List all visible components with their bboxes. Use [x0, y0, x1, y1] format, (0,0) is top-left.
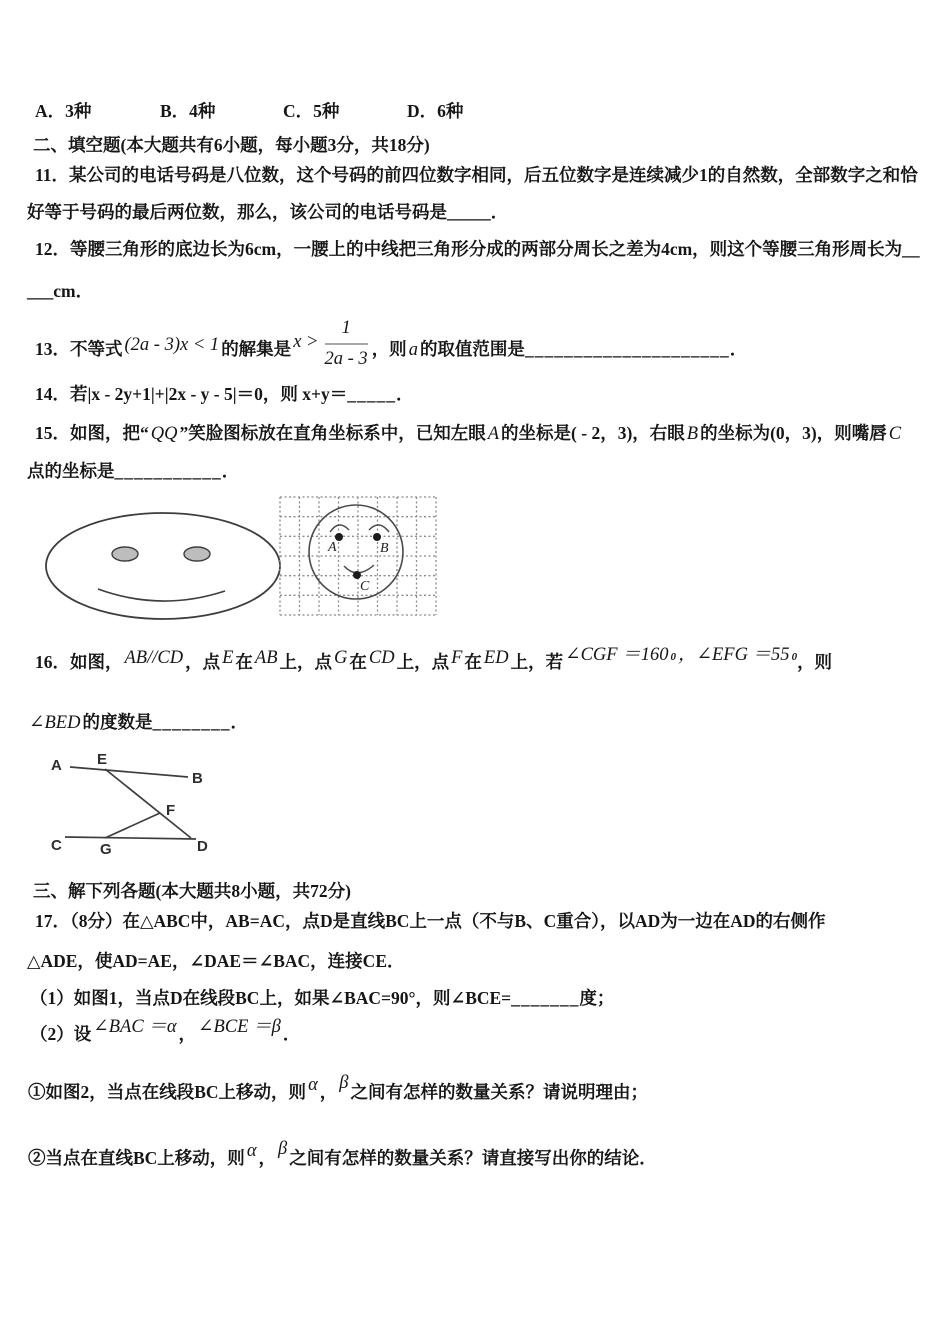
grid-label-b: B: [380, 541, 389, 556]
option-a: A．3种: [35, 101, 92, 121]
q17-sub2-text1: ②当点在直线BC上移动，则: [28, 1148, 245, 1168]
q17-part2-angle-bac: ∠BAC ＝α: [93, 1017, 177, 1037]
q14-text1: 若: [70, 384, 88, 404]
q16-period: ．: [230, 712, 248, 732]
grid-face-mouth-point-c: [353, 571, 361, 579]
q13-text1: 不等式: [70, 339, 123, 360]
q16-line2-text: 的度数是: [82, 712, 153, 732]
q16-angle-efg: ，∠EFG ＝55: [677, 645, 790, 665]
q16-text3: 在: [235, 652, 253, 672]
q13-number: 13．: [35, 339, 70, 360]
section3-heading: 三、解下列各题(本大题共8小题，共72分): [33, 881, 351, 901]
question-17-line2: △ADE，使AD=AE，∠DAE＝∠BAC，连接CE．: [27, 951, 405, 971]
q13-period: ．: [729, 339, 748, 360]
q17-sub1-beta: β: [339, 1073, 349, 1093]
large-face-outline: [46, 513, 280, 619]
q16-seg-cd: CD: [368, 648, 395, 668]
q15-point-a: A: [487, 424, 500, 444]
q16-angle-bed: ∠BED: [29, 713, 81, 733]
q16-number: 16．: [35, 652, 70, 672]
q13-solution-lhs: x >: [293, 332, 319, 353]
question-16-line2: [27, 712, 248, 735]
q15-point-b: B: [686, 424, 699, 444]
fig16-label-f: F: [166, 802, 176, 819]
question-17-sub2: [28, 1139, 657, 1171]
q16-text5: 在: [349, 652, 367, 672]
grid-face-outline: [309, 505, 403, 599]
line-ab: [70, 767, 188, 777]
q16-text7: 在: [464, 652, 482, 672]
grid-label-c: C: [360, 579, 370, 594]
large-face-left-eye: [112, 547, 138, 561]
q13-text3: ，则: [371, 339, 407, 360]
section2-heading: 二、填空题(本大题共有6小题，每小题3分，共18分): [33, 135, 430, 155]
q14-text2: ，则 x+y＝: [262, 384, 348, 404]
question-17-part1: [30, 988, 614, 1010]
option-d: D．6种: [407, 101, 464, 121]
q16-text8: 上，若: [510, 652, 564, 672]
q16-point-e: E: [222, 648, 234, 668]
q15-text4: 的坐标为(0，3)，则嘴唇: [700, 423, 887, 443]
q15-period: ．: [221, 461, 240, 481]
q17-part1-blank: _______: [511, 988, 580, 1008]
q15-text1: 15．如图，把“: [35, 423, 149, 443]
q16-text4: 上，点: [279, 652, 333, 672]
q16-text2: ，点: [185, 652, 221, 672]
q13-fraction: [325, 317, 368, 371]
q14-period: ．: [395, 384, 414, 404]
q15-text3: 的坐标是( - 2，3)，右眼: [501, 423, 685, 443]
q16-point-g: G: [334, 648, 348, 668]
q17-sub1-text1: ①如图2，当点在线段BC上移动，则: [28, 1082, 307, 1102]
q14-answer-blank: _____: [347, 384, 396, 404]
q17-part1-text2: 度；: [579, 988, 615, 1008]
q16-parallel: AB//CD: [124, 648, 184, 668]
grid-face-eye-b: [373, 533, 381, 541]
q13-fraction-denominator: 2a - 3: [324, 349, 368, 370]
q16-text1: 如图，: [70, 652, 123, 672]
question-17-line1: 17．（8分）在△ABC中，AB=AC，点D是直线BC上一点（不与B、C重合），以AD为一边在AD的右侧作: [35, 911, 826, 931]
line-cd: [65, 837, 196, 839]
q16-deg-sup2: 0: [791, 651, 798, 664]
q16-answer-blank: ________: [152, 712, 231, 732]
q16-text9: ，则: [797, 652, 833, 672]
q14-number: 14．: [35, 384, 70, 404]
q16-text6: 上，点: [396, 652, 450, 672]
q17-part2-period: ．: [282, 1024, 301, 1044]
q15-qq: QQ: [150, 424, 178, 444]
fig16-label-c: C: [51, 837, 62, 854]
coordinate-grid: [280, 497, 436, 615]
q17-sub1-text2: 之间有怎样的数量关系？请说明理由；: [350, 1082, 648, 1102]
q13-fraction-numerator: 1: [325, 317, 368, 345]
q17-sub2-text2: 之间有怎样的数量关系？请直接写出你的结论．: [289, 1148, 657, 1168]
q17-part2-comma: ，: [178, 1024, 197, 1044]
q17-sub2-alpha: α: [246, 1141, 257, 1161]
q17-sub2-comma: ，: [258, 1148, 277, 1168]
option-b: B．4种: [160, 101, 216, 121]
q14-equation: |x - 2y+1|+|2x - y - 5|＝0: [87, 384, 263, 404]
q13-text4: 的取值范围是: [419, 339, 525, 360]
q17-sub2-beta: β: [278, 1139, 288, 1159]
fig16-label-g: G: [100, 841, 112, 858]
question-12-line1: 12．等腰三角形的底边长为6cm，一腰上的中线把三角形分成的两部分周长之差为4cm，则这个等腰三角形周长为__: [35, 239, 920, 259]
segment-gf: [105, 813, 160, 838]
question-17-part2: [30, 1017, 301, 1047]
q13-inequality: (2a - 3)x < 1: [124, 335, 220, 356]
q17-part2-text1: （2）设: [30, 1024, 92, 1044]
q16-seg-ed: ED: [483, 648, 509, 668]
question-13: [35, 318, 748, 378]
q17-sub1-comma: ，: [319, 1082, 338, 1102]
q15-smiley-figure: [42, 488, 452, 628]
q15-answer-blank: ___________: [114, 461, 222, 481]
large-face-right-eye: [184, 547, 210, 561]
q16-seg-ab: AB: [254, 648, 278, 668]
grid-face-left-eyebrow: [330, 525, 349, 532]
question-11-line2: 好等于号码的最后两位数，那么，该公司的电话号码是_____．: [27, 202, 509, 222]
question-15-line2: [27, 461, 239, 483]
q17-part1-text1: （1）如图1，当点D在线段BC上，如果∠BAC=90°，则∠BCE=: [30, 988, 512, 1008]
q17-sub1-alpha: α: [308, 1075, 318, 1095]
fig16-label-a: A: [51, 757, 62, 774]
q17-part2-angle-bce: ∠BCE ＝β: [198, 1017, 281, 1037]
grid-label-a: A: [328, 540, 337, 555]
question-15-line1: [35, 423, 903, 446]
question-11-line1: 11．某公司的电话号码是八位数，这个号码的前四位数字相同，后五位数字是连续减少1的自然数，全部数字之和恰: [35, 165, 918, 185]
large-face-smile: [98, 589, 225, 601]
question-14: [35, 384, 413, 406]
q16-point-f: F: [451, 648, 463, 668]
segment-ed: [105, 769, 191, 838]
q15-point-c: C: [888, 424, 902, 444]
q16-angle-cgf: ∠CGF ＝160: [565, 645, 669, 665]
question-17-sub1: [28, 1073, 648, 1105]
option-c: C．5种: [283, 101, 340, 121]
question-16-line1: [35, 645, 833, 675]
question-12-line2: ___cm．: [27, 281, 94, 301]
q15-line2-text: 点的坐标是: [27, 461, 115, 481]
q13-text2: 的解集是: [221, 339, 292, 360]
q16-deg-sup1: 0: [670, 651, 676, 664]
fig16-label-e: E: [97, 751, 108, 768]
q13-var-a: a: [408, 340, 418, 361]
fig16-label-d: D: [197, 838, 208, 855]
q15-text2: ”笑脸图标放在直角坐标系中，已知左眼: [179, 423, 486, 443]
q16-parallel-lines-figure: [25, 743, 260, 878]
grid-face-right-eyebrow: [369, 525, 389, 532]
q13-answer-blank: _____________________: [524, 339, 730, 360]
fig16-label-b: B: [192, 770, 203, 787]
